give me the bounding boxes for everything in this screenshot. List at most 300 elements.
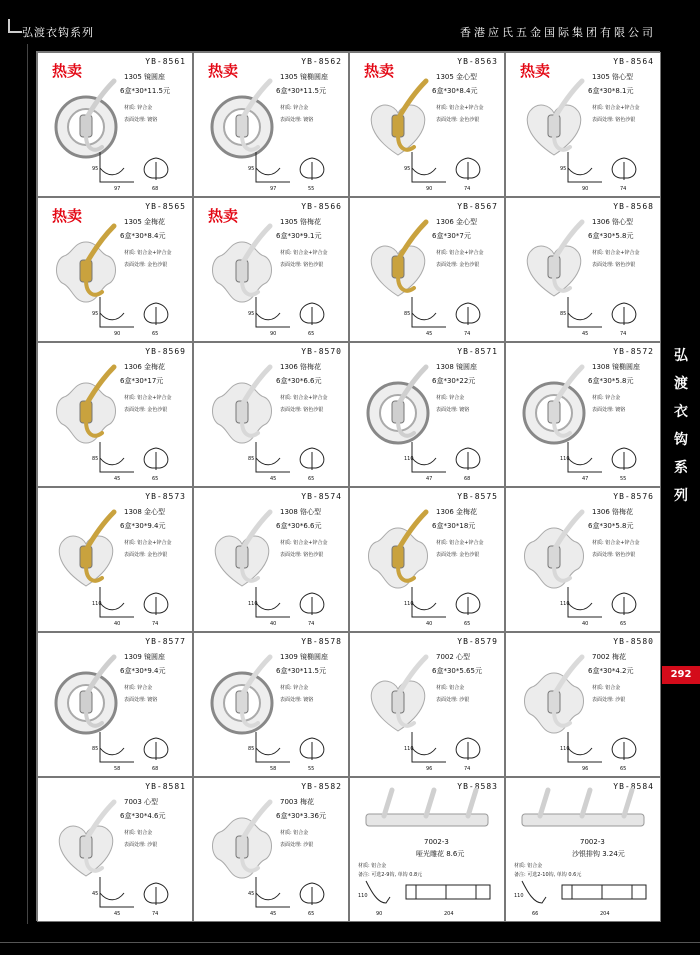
- depth-dimension: 47: [582, 476, 589, 482]
- finish-text: 备注: 可选2-10钩, 单钩 0.6元: [514, 872, 582, 878]
- width-dimension: 74: [152, 621, 159, 627]
- side-profile-line: [256, 587, 290, 617]
- dimension-drawing: [402, 293, 505, 337]
- corner-mark-icon: [8, 19, 22, 33]
- material-text: 材质: 铝合金+锌合金: [280, 250, 328, 256]
- dimension-drawing: [558, 293, 661, 337]
- material-text: 材质: 铝合金+锌合金: [280, 395, 328, 401]
- bottom-divider: [0, 942, 700, 943]
- front-profile-line: [456, 158, 480, 180]
- height-dimension: 95: [248, 311, 255, 317]
- side-title: [662, 342, 700, 512]
- finish-text: 表面处理: 金色沙银: [436, 117, 480, 123]
- product-price: 沙银排钩 3.24元: [572, 850, 625, 858]
- product-code: YB-8576: [613, 492, 654, 501]
- product-code: YB-8562: [301, 57, 342, 66]
- depth-dimension: 97: [270, 186, 277, 192]
- finish-text: 表面处理: 金色沙银: [124, 407, 168, 413]
- product-cell: [349, 632, 505, 777]
- product-model: 1305 金梅花: [124, 218, 166, 226]
- dimension-drawing: [402, 583, 505, 627]
- product-code: YB-8568: [613, 202, 654, 211]
- material-text: 材质: 铝合金+锌合金: [436, 105, 484, 111]
- product-price: 哑光雕花 8.6元: [416, 850, 465, 858]
- side-title-char: 列: [674, 488, 688, 504]
- finish-text: 备注: 可选2-9钩, 单钩 0.8元: [358, 872, 423, 878]
- product-model: 1308 镜椭圆座: [592, 363, 641, 371]
- front-profile-line: [612, 738, 636, 760]
- dimension-drawing: [246, 293, 349, 337]
- product-cell: [193, 487, 349, 632]
- product-code: YB-8580: [613, 637, 654, 646]
- material-text: 材质: 铝合金+锌合金: [436, 540, 484, 546]
- finish-text: 表面处理: 镀铬: [592, 407, 626, 413]
- depth-dimension: 40: [582, 621, 589, 627]
- product-model: 1306 铬梅花: [280, 363, 322, 371]
- width-dimension: 65: [620, 621, 627, 627]
- depth-dimension: 40: [114, 621, 121, 627]
- product-model: 7002-3: [424, 838, 449, 846]
- product-cell: [193, 52, 349, 197]
- front-profile-line: [144, 158, 168, 180]
- side-profile-line: [568, 442, 602, 472]
- finish-text: 表面处理: 镀铬: [124, 117, 158, 123]
- product-cell: [349, 777, 505, 922]
- width-dimension: 74: [464, 766, 471, 772]
- front-profile-line: [144, 593, 168, 615]
- depth-dimension: 40: [426, 621, 433, 627]
- side-profile-line: [412, 442, 446, 472]
- depth-dimension: 47: [426, 476, 433, 482]
- hot-sale-badge: 热卖: [52, 207, 83, 225]
- product-model: 7003 心型: [124, 798, 159, 806]
- hot-sale-badge: 热卖: [208, 62, 239, 80]
- finish-text: 表面处理: 铬色沙银: [592, 262, 636, 268]
- front-profile-line: [144, 883, 168, 905]
- width-dimension: 74: [464, 186, 471, 192]
- front-profile-line: [456, 448, 480, 470]
- product-price: 6盒*30*17元: [120, 377, 164, 385]
- width-dimension: 65: [152, 331, 159, 337]
- product-price: 6盒*30*22元: [432, 377, 476, 385]
- front-profile-line: [300, 593, 324, 615]
- product-price: 6盒*30*5.8元: [588, 377, 634, 385]
- depth-dimension: 97: [114, 186, 121, 192]
- finish-text: 表面处理: 金色沙银: [436, 262, 480, 268]
- product-price: 6盒*30*5.8元: [588, 522, 634, 530]
- width-dimension: 68: [152, 186, 159, 192]
- side-profile-line: [522, 881, 546, 903]
- product-model: 1309 镜圆座: [124, 653, 166, 661]
- front-profile-line: [406, 885, 490, 899]
- material-text: 材质: 铝合金+锌合金: [124, 250, 172, 256]
- left-border-ornament: [8, 44, 28, 924]
- material-text: 材质: 铝合金: [358, 863, 387, 869]
- height-dimension: 110: [404, 601, 414, 607]
- product-cell: [37, 52, 193, 197]
- product-price: 6盒*30*8.4元: [432, 87, 478, 95]
- depth-dimension: 45: [270, 911, 277, 917]
- rail-hook-photo: [518, 786, 648, 836]
- height-dimension: 110: [560, 601, 570, 607]
- product-price: 6盒*30*18元: [432, 522, 476, 530]
- page-header: [0, 0, 700, 44]
- product-cell: [193, 197, 349, 342]
- product-model: 7002-3: [580, 838, 605, 846]
- side-title-char: 弘: [674, 348, 688, 364]
- side-profile-line: [256, 297, 290, 327]
- material-text: 材质: 锌合金: [436, 395, 465, 401]
- material-text: 材质: 锌合金: [280, 685, 309, 691]
- side-profile-line: [100, 877, 134, 907]
- product-price: 6盒*30*3.36元: [276, 812, 326, 820]
- product-model: 1306 金梅花: [124, 363, 166, 371]
- product-model: 1305 铬梅花: [280, 218, 322, 226]
- side-profile-line: [412, 587, 446, 617]
- height-dimension: 110: [248, 601, 258, 607]
- product-code: YB-8561: [145, 57, 186, 66]
- height-dimension: 95: [560, 166, 567, 172]
- material-text: 材质: 铝合金: [436, 685, 465, 691]
- front-profile-line: [612, 448, 636, 470]
- side-profile-line: [100, 152, 134, 182]
- product-model: 1306 金梅花: [436, 508, 478, 516]
- width-dimension: 65: [152, 476, 159, 482]
- product-model: 7002 梅花: [592, 653, 627, 661]
- material-text: 材质: 锌合金: [124, 685, 153, 691]
- dimension-drawing: [246, 873, 349, 917]
- product-cell: [505, 487, 661, 632]
- material-text: 材质: 铝合金: [514, 863, 543, 869]
- product-price: 6盒*30*5.65元: [432, 667, 482, 675]
- height-dimension: 85: [560, 311, 567, 317]
- product-price: 6盒*30*9.4元: [120, 522, 166, 530]
- product-cell: [37, 487, 193, 632]
- product-code: YB-8583: [457, 782, 498, 791]
- material-text: 材质: 锌合金: [124, 105, 153, 111]
- height-dimension: 45: [248, 891, 255, 897]
- finish-text: 表面处理: 镀铬: [280, 117, 314, 123]
- side-profile-line: [568, 152, 602, 182]
- dimension-drawing: [90, 438, 193, 482]
- side-profile-line: [412, 152, 446, 182]
- side-title-char: 衣: [674, 404, 688, 420]
- width-dimension: 55: [308, 766, 315, 772]
- front-profile-line: [300, 303, 324, 325]
- height-dimension: 85: [404, 311, 411, 317]
- product-cell: [505, 52, 661, 197]
- width-dimension: 65: [620, 766, 627, 772]
- width-dimension: 74: [464, 331, 471, 337]
- product-cell: [505, 777, 661, 922]
- side-profile-line: [100, 442, 134, 472]
- hot-sale-badge: 热卖: [52, 62, 83, 80]
- dimension-drawing: [246, 728, 349, 772]
- depth-dimension: 45: [582, 331, 589, 337]
- product-cell: [349, 342, 505, 487]
- product-code: YB-8577: [145, 637, 186, 646]
- height-dimension: 85: [248, 746, 255, 752]
- finish-text: 表面处理: 镀铬: [124, 697, 158, 703]
- depth-dimension: 58: [114, 766, 121, 772]
- side-profile-line: [412, 297, 446, 327]
- series-title: 弘渡衣钩系列: [22, 26, 94, 39]
- height-dimension: 110: [404, 746, 414, 752]
- product-code: YB-8567: [457, 202, 498, 211]
- product-model: 1306 铬梅花: [592, 508, 634, 516]
- front-profile-line: [300, 738, 324, 760]
- height-dimension: 110: [358, 893, 368, 899]
- product-model: 7003 梅花: [280, 798, 315, 806]
- product-price: 6盒*30*8.1元: [588, 87, 634, 95]
- height-dimension: 110: [560, 456, 570, 462]
- dimension-drawing: [246, 438, 349, 482]
- side-title-char: 渡: [674, 376, 688, 392]
- material-text: 材质: 铝合金+锌合金: [592, 540, 640, 546]
- front-profile-line: [456, 303, 480, 325]
- side-profile-line: [256, 442, 290, 472]
- product-model: 1308 金心型: [124, 508, 166, 516]
- product-code: YB-8575: [457, 492, 498, 501]
- finish-text: 表面处理: 镀铬: [280, 697, 314, 703]
- material-text: 材质: 铝合金+锌合金: [592, 105, 640, 111]
- width-dimension: 65: [308, 331, 315, 337]
- product-code: YB-8579: [457, 637, 498, 646]
- depth-dimension: 45: [270, 476, 277, 482]
- width-dimension: 74: [620, 186, 627, 192]
- product-code: YB-8564: [613, 57, 654, 66]
- product-cell: [37, 777, 193, 922]
- height-dimension: 85: [248, 456, 255, 462]
- product-code: YB-8584: [613, 782, 654, 791]
- front-profile-line: [144, 303, 168, 325]
- side-profile-line: [256, 152, 290, 182]
- product-code: YB-8582: [301, 782, 342, 791]
- page-number: 292: [662, 666, 700, 684]
- product-cell: [349, 52, 505, 197]
- finish-text: 表面处理: 镀铬: [436, 407, 470, 413]
- finish-text: 表面处理: 沙银: [124, 842, 158, 848]
- front-profile-line: [300, 158, 324, 180]
- height-dimension: 45: [92, 891, 99, 897]
- depth-dimension: 90: [114, 331, 121, 337]
- width-dimension: 74: [620, 331, 627, 337]
- width-dimension: 68: [152, 766, 159, 772]
- dimension-drawing: [90, 293, 193, 337]
- finish-text: 表面处理: 铬色沙银: [592, 552, 636, 558]
- side-profile-line: [256, 732, 290, 762]
- finish-text: 表面处理: 铬色沙银: [592, 117, 636, 123]
- rail-hook-arm: [540, 790, 548, 816]
- product-grid: [36, 51, 660, 921]
- product-model: 1306 金心型: [436, 218, 478, 226]
- product-model: 1305 镜圆座: [124, 73, 166, 81]
- height-dimension: 95: [92, 166, 99, 172]
- finish-text: 表面处理: 铬色沙银: [280, 407, 324, 413]
- product-cell: [505, 632, 661, 777]
- material-text: 材质: 铝合金: [124, 830, 153, 836]
- depth-dimension: 90: [376, 911, 383, 917]
- product-cell: [37, 342, 193, 487]
- product-price: 6盒*30*11.5元: [276, 667, 326, 675]
- width-dimension: 68: [464, 476, 471, 482]
- width-dimension: 55: [620, 476, 627, 482]
- front-profile-line: [612, 303, 636, 325]
- dimension-drawing: [90, 873, 193, 917]
- finish-text: 表面处理: 沙银: [280, 842, 314, 848]
- height-dimension: 85: [92, 456, 99, 462]
- product-model: 1306 铬心型: [592, 218, 634, 226]
- product-cell: [349, 197, 505, 342]
- product-cell: [505, 342, 661, 487]
- product-model: 1308 镜圆座: [436, 363, 478, 371]
- dimension-drawing: [512, 873, 652, 917]
- dimension-drawing: [90, 728, 193, 772]
- product-code: YB-8573: [145, 492, 186, 501]
- product-code: YB-8581: [145, 782, 186, 791]
- product-code: YB-8569: [145, 347, 186, 356]
- hot-sale-badge: 热卖: [208, 207, 239, 225]
- depth-dimension: 90: [582, 186, 589, 192]
- dimension-drawing: [356, 873, 496, 917]
- product-cell: [193, 632, 349, 777]
- material-text: 材质: 铝合金+锌合金: [124, 395, 172, 401]
- width-dimension: 65: [308, 476, 315, 482]
- side-title-char: 钩: [674, 432, 688, 448]
- depth-dimension: 45: [426, 331, 433, 337]
- product-model: 7002 心型: [436, 653, 471, 661]
- product-model: 1305 铬心型: [592, 73, 634, 81]
- product-price: 6盒*30*9.1元: [276, 232, 322, 240]
- depth-dimension: 58: [270, 766, 277, 772]
- rail-hook-photo: [362, 786, 492, 836]
- depth-dimension: 45: [114, 911, 121, 917]
- height-dimension: 110: [404, 456, 414, 462]
- height-dimension: 95: [404, 166, 411, 172]
- height-dimension: 110: [92, 601, 102, 607]
- product-price: 6盒*30*5.8元: [588, 232, 634, 240]
- product-cell: [193, 342, 349, 487]
- company-name: 香港应氏五金国际集团有限公司: [460, 26, 656, 39]
- product-price: 6盒*30*6.6元: [276, 522, 322, 530]
- width-dimension: 65: [464, 621, 471, 627]
- finish-text: 表面处理: 沙银: [592, 697, 626, 703]
- product-price: 6盒*30*6.6元: [276, 377, 322, 385]
- rail-hook-arm: [624, 790, 632, 816]
- product-code: YB-8566: [301, 202, 342, 211]
- width-dimension: 55: [308, 186, 315, 192]
- dimension-drawing: [402, 148, 505, 192]
- product-cell: [37, 632, 193, 777]
- width-dimension: 74: [308, 621, 315, 627]
- width-dimension: 65: [308, 911, 315, 917]
- dimension-drawing: [558, 728, 661, 772]
- product-code: YB-8565: [145, 202, 186, 211]
- front-profile-line: [144, 738, 168, 760]
- front-profile-line: [562, 885, 646, 899]
- product-code: YB-8563: [457, 57, 498, 66]
- front-profile-line: [300, 448, 324, 470]
- rail-hook-arm: [426, 790, 434, 816]
- height-dimension: 110: [514, 893, 524, 899]
- side-profile-line: [568, 732, 602, 762]
- product-price: 6盒*30*11.5元: [276, 87, 326, 95]
- product-price: 6盒*30*8.4元: [120, 232, 166, 240]
- depth-dimension: 66: [532, 911, 539, 917]
- side-profile-line: [100, 732, 134, 762]
- dimension-drawing: [558, 148, 661, 192]
- product-code: YB-8572: [613, 347, 654, 356]
- material-text: 材质: 锌合金: [592, 395, 621, 401]
- front-profile-line: [456, 738, 480, 760]
- finish-text: 表面处理: 铬色沙银: [280, 262, 324, 268]
- side-profile-line: [256, 877, 290, 907]
- front-profile-line: [144, 448, 168, 470]
- dimension-drawing: [402, 438, 505, 482]
- width-dimension: 204: [600, 911, 610, 917]
- depth-dimension: 96: [426, 766, 433, 772]
- depth-dimension: 40: [270, 621, 277, 627]
- dimension-drawing: [90, 583, 193, 627]
- front-profile-line: [612, 593, 636, 615]
- front-profile-line: [300, 883, 324, 905]
- product-model: 1305 镜椭圆座: [280, 73, 329, 81]
- height-dimension: 95: [92, 311, 99, 317]
- side-profile-line: [568, 587, 602, 617]
- height-dimension: 95: [248, 166, 255, 172]
- product-price: 6盒*30*4.2元: [588, 667, 634, 675]
- finish-text: 表面处理: 沙银: [436, 697, 470, 703]
- dimension-drawing: [246, 148, 349, 192]
- finish-text: 表面处理: 铬色沙银: [280, 552, 324, 558]
- product-code: YB-8574: [301, 492, 342, 501]
- rail-hook-arm: [582, 790, 590, 816]
- product-cell: [505, 197, 661, 342]
- product-cell: [349, 487, 505, 632]
- product-cell: [193, 777, 349, 922]
- finish-text: 表面处理: 金色沙银: [124, 262, 168, 268]
- material-text: 材质: 铝合金: [280, 830, 309, 836]
- material-text: 材质: 锌合金: [280, 105, 309, 111]
- depth-dimension: 90: [270, 331, 277, 337]
- side-profile-line: [412, 732, 446, 762]
- dimension-drawing: [90, 148, 193, 192]
- side-profile-line: [366, 881, 390, 903]
- product-code: YB-8571: [457, 347, 498, 356]
- product-cell: [37, 197, 193, 342]
- height-dimension: 85: [92, 746, 99, 752]
- front-profile-line: [456, 593, 480, 615]
- dimension-drawing: [402, 728, 505, 772]
- dimension-drawing: [246, 583, 349, 627]
- depth-dimension: 96: [582, 766, 589, 772]
- depth-dimension: 45: [114, 476, 121, 482]
- dimension-drawing: [558, 438, 661, 482]
- hot-sale-badge: 热卖: [520, 62, 551, 80]
- side-title-char: 系: [674, 460, 688, 476]
- rail-hook-arm: [468, 790, 476, 816]
- product-price: 6盒*30*11.5元: [120, 87, 170, 95]
- material-text: 材质: 铝合金+锌合金: [124, 540, 172, 546]
- product-model: 1308 铬心型: [280, 508, 322, 516]
- width-dimension: 74: [152, 911, 159, 917]
- product-model: 1305 金心型: [436, 73, 478, 81]
- width-dimension: 204: [444, 911, 454, 917]
- product-code: YB-8578: [301, 637, 342, 646]
- height-dimension: 110: [560, 746, 570, 752]
- finish-text: 表面处理: 金色沙银: [124, 552, 168, 558]
- side-profile-line: [100, 297, 134, 327]
